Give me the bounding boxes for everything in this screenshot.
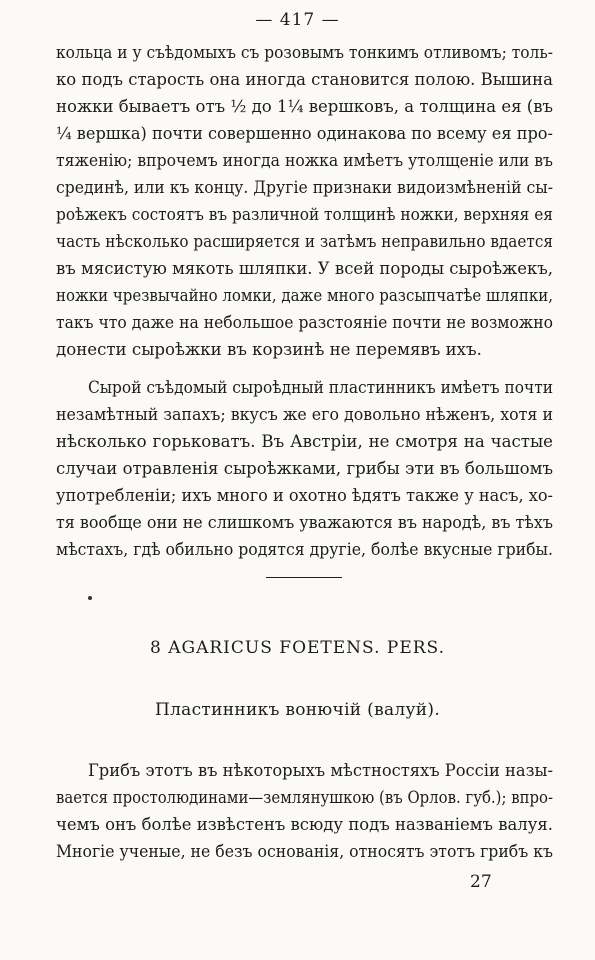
text-line: употребленіи; ихъ много и охотно ѣдятъ также у насъ, хо- — [56, 486, 553, 505]
text-line: Многіе ученые, не безъ основанія, относятъ этотъ грибъ къ — [56, 842, 553, 861]
text-line: тя вообще они не слишкомъ уважаются въ народѣ, въ тѣхъ — [56, 513, 553, 532]
text-line: случаи отравленія сыроѣжками, грибы эти въ большомъ — [56, 459, 553, 478]
text-line: кольца и у съѣдомыхъ съ розовымъ тонкимъ отливомъ; толь- — [56, 43, 553, 62]
signature-mark: 27 — [470, 872, 492, 892]
text-line: ¼ вершка) почти совершенно одинакова по всему ея про- — [56, 124, 553, 143]
text-line: часть нѣсколько расширяется и затѣмъ неправильно вдается — [56, 232, 553, 251]
text-line: чемъ онъ болѣе извѣстенъ всюду подъ названіемъ валуя. — [56, 815, 553, 834]
text-line: роѣжекъ состоятъ въ различной толщинѣ ножки, верхняя ея — [56, 205, 553, 224]
ink-speck — [88, 596, 92, 600]
text-line: срединѣ, или къ концу. Другіе признаки видоизмѣненій сы- — [56, 178, 553, 197]
text-line: мѣстахъ, гдѣ обильно родятся другіе, болѣе вкусные грибы. — [56, 540, 553, 559]
text-line: ножки бываетъ отъ ½ до 1¼ вершковъ, а толщина ея (въ — [56, 97, 553, 116]
text-line: Грибъ этотъ въ нѣкоторыхъ мѣстностяхъ Россіи назы- — [88, 761, 553, 780]
text-line: въ мясистую мякоть шляпки. У всей породы сыроѣжекъ, — [56, 259, 553, 278]
text-line: донести сыроѣжки въ корзинѣ не перемявъ ихъ. — [56, 340, 482, 359]
text-line: тяженію; впрочемъ иногда ножка имѣетъ утолщеніе или въ — [56, 151, 553, 170]
page-number: — 417 — — [255, 10, 340, 30]
section-subheading: Пластинникъ вонючій (валуй). — [154, 700, 441, 720]
text-line: такъ что даже на небольшое разстояніе почти не возможно — [56, 313, 553, 332]
text-line: Сырой съѣдомый сыроѣдный пластинникъ имѣетъ почти — [88, 378, 553, 397]
text-line: ножки чрезвычайно ломки, даже много разсыпчатѣе шляпки, — [56, 286, 553, 305]
text-line: вается простолюдинами—землянушкою (въ Орлов. губ.); впро- — [56, 788, 553, 807]
section-heading: 8 AGARICUS FOETENS. PERS. — [150, 638, 445, 658]
text-line: незамѣтный запахъ; вкусъ же его довольно нѣженъ, хотя и — [56, 405, 553, 424]
text-line: нѣсколько горьковатъ. Въ Австріи, не смотря на частые — [56, 432, 553, 451]
text-line: ко подъ старость она иногда становится полою. Вышина — [56, 70, 553, 89]
section-divider — [266, 577, 342, 578]
